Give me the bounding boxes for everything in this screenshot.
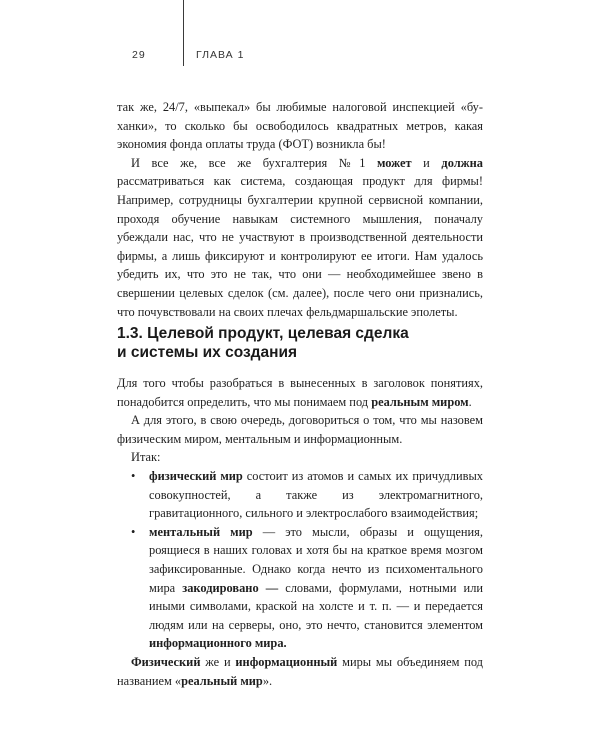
- section-heading: [117, 324, 483, 362]
- text-run: И все же, все же бухгалтерия №1: [131, 155, 377, 170]
- text-run: же и: [200, 654, 236, 669]
- bold-term: ментальный мир: [149, 524, 253, 539]
- paragraph: так же, 24/7, «выпекал» бы любимые налоговой инспекцией «бу-ханки», то сколько бы освободилось квадратных метров, какая экономия фонда оплаты труда (ФОТ) возникла бы!: [117, 100, 483, 152]
- bold-term: реальным миром: [371, 394, 469, 409]
- bold-term: Физический: [131, 654, 201, 669]
- paragraph: [117, 653, 483, 690]
- running-header: [0, 49, 600, 65]
- paragraph: [117, 154, 483, 321]
- list-item: [131, 523, 483, 653]
- text-run: Для того чтобы разобраться в вынесенных в заголовок понятиях, понадобится определить, что мы понимаем под: [117, 376, 483, 409]
- text-run: состоит из атомов и самых их причудливых совокупностей, а также из электромагнитного, гравитационного, сильного и электрослабого взаимодействия;: [149, 468, 483, 521]
- intro-text: [117, 98, 483, 321]
- text-run: словами, формулами, нотными или иными символами, краской на холсте и т. п. — и передается людям или на серверы, оно, это нечто, становится элементом: [149, 580, 484, 632]
- text-run: и: [411, 155, 442, 170]
- bullet-icon: •: [131, 524, 136, 539]
- bold-term: информационный: [235, 654, 338, 669]
- page-number: 29: [132, 49, 146, 61]
- bold-term: должна: [441, 155, 483, 170]
- chapter-title: ГЛАВА 1: [196, 49, 245, 61]
- bullet-icon: •: [131, 468, 136, 483]
- bold-term: закодировано —: [182, 580, 279, 595]
- paragraph: А для этого, в свою очередь, договориться о том, что мы назовем физическим миром, ментальным и информационным.: [117, 413, 483, 446]
- heading-line: и системы их создания: [117, 344, 298, 361]
- text-run: .: [468, 394, 472, 409]
- bold-term: может: [377, 155, 412, 170]
- bold-term: реальный мир: [181, 673, 263, 688]
- list-item: [131, 467, 483, 523]
- heading-line: 1.3. Целевой продукт, целевая сделка: [117, 325, 409, 342]
- section-text: [117, 374, 483, 690]
- text-run: — это мысли, образы и ощущения, роящиеся в наших головах и хотя бы на краткое время мозгом зафиксированные. Однако когда нечто из психоментального мира: [149, 524, 483, 595]
- paragraph: Итак:: [131, 450, 161, 465]
- text-run: миры мы объединяем под названием «: [117, 654, 483, 688]
- bold-term: физический мир: [149, 468, 243, 483]
- paragraph: [117, 374, 483, 411]
- bullet-list: [117, 467, 483, 653]
- text-run: рассматриваться как система, создающая продукт для фирмы! Например, сотрудницы бухгалтерии крупной сервисной компании, проходя обучение навыкам системного мышления, поначалу убеждали нас, что не участвуют в производственной деятельности фирмы, а лишь фиксируют и контролируют ее итоги. Нам удалось убедить их, что это не так, что они — необходимейшее звено в свершении целевых сделок (см. далее), после чего они признались, что почувствовали на своих плечах фельдмаршальские эполеты.: [117, 174, 483, 319]
- bold-term: информационного мира.: [149, 636, 287, 651]
- text-run: ».: [262, 673, 273, 688]
